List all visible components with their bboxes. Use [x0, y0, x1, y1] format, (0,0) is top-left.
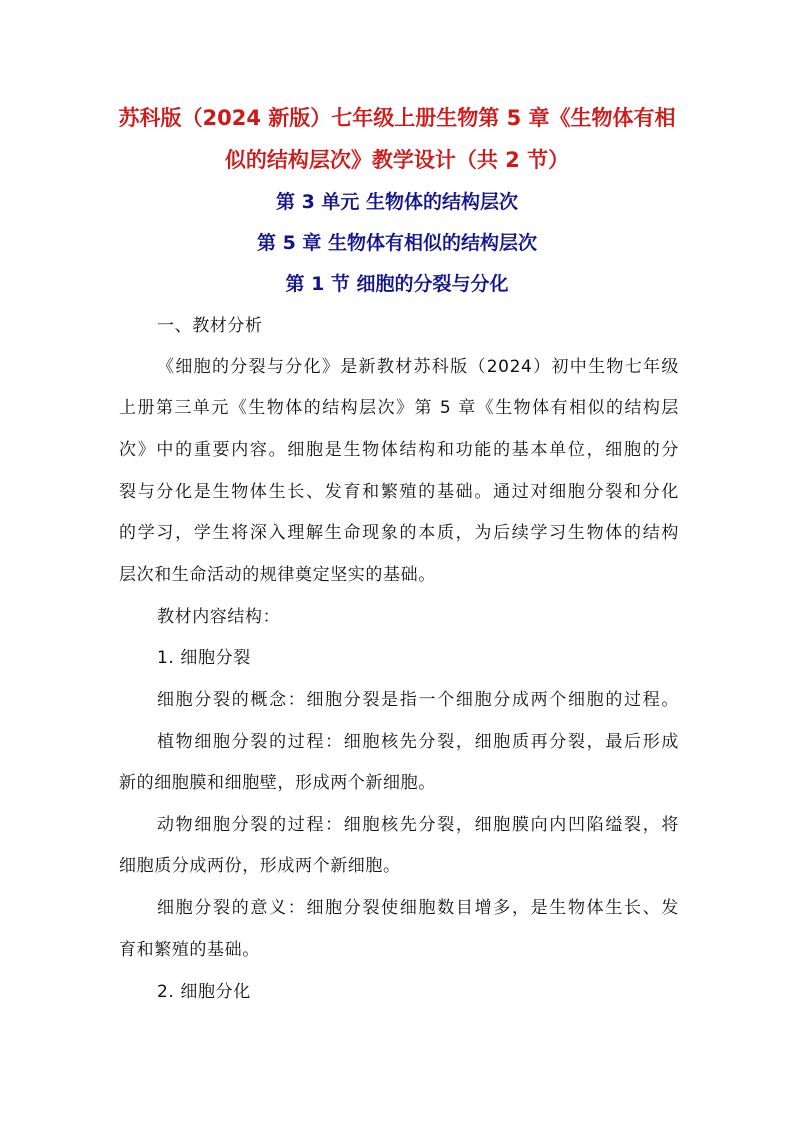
list-item-cell-division: 1. 细胞分裂	[157, 648, 251, 668]
unit-heading: 第 3 单元 生物体的结构层次	[275, 191, 519, 213]
document-title-line-2: 似的结构层次》教学设计（共 2 节）	[224, 148, 570, 172]
plant-cell-division-line: 植物细胞分裂的过程：细胞核先分裂，细胞质再分裂，最后形成	[157, 732, 679, 752]
paragraph-line: 层次和生命活动的规律奠定坚实的基础。	[119, 565, 436, 585]
section-label-textbook-analysis: 一、教材分析	[157, 316, 263, 336]
cell-division-meaning-line: 细胞分裂的意义：细胞分裂使细胞数目增多，是生物体生长、发	[157, 898, 679, 918]
chapter-heading: 第 5 章 生物体有相似的结构层次	[256, 232, 538, 254]
plant-cell-division-line: 新的细胞膜和细胞壁，形成两个新细胞。	[119, 773, 436, 793]
animal-cell-division-line: 动物细胞分裂的过程：细胞核先分裂，细胞膜向内凹陷缢裂，将	[157, 815, 679, 835]
section-heading: 第 1 节 细胞的分裂与分化	[285, 273, 509, 295]
list-item-cell-differentiation: 2. 细胞分化	[157, 982, 251, 1002]
paragraph-line: 上册第三单元《生物体的结构层次》第 5 章《生物体有相似的结构层	[119, 398, 679, 418]
cell-division-concept: 细胞分裂的概念：细胞分裂是指一个细胞分成两个细胞的过程。	[157, 690, 679, 710]
paragraph-line: 的学习，学生将深入理解生命现象的本质，为后续学习生物体的结构	[119, 523, 679, 543]
paragraph-line: 次》中的重要内容。细胞是生物体结构和功能的基本单位，细胞的分	[119, 440, 679, 460]
paragraph-line: 《细胞的分裂与分化》是新教材苏科版（2024）初中生物七年级	[157, 357, 679, 377]
document-title-line-1: 苏科版（2024 新版）七年级上册生物第 5 章《生物体有相	[118, 106, 676, 130]
animal-cell-division-line: 细胞质分成两份，形成两个新细胞。	[119, 856, 401, 876]
content-structure-label: 教材内容结构：	[157, 607, 281, 627]
cell-division-meaning-line: 育和繁殖的基础。	[119, 940, 260, 960]
paragraph-line: 裂与分化是生物体生长、发育和繁殖的基础。通过对细胞分裂和分化	[119, 482, 679, 502]
